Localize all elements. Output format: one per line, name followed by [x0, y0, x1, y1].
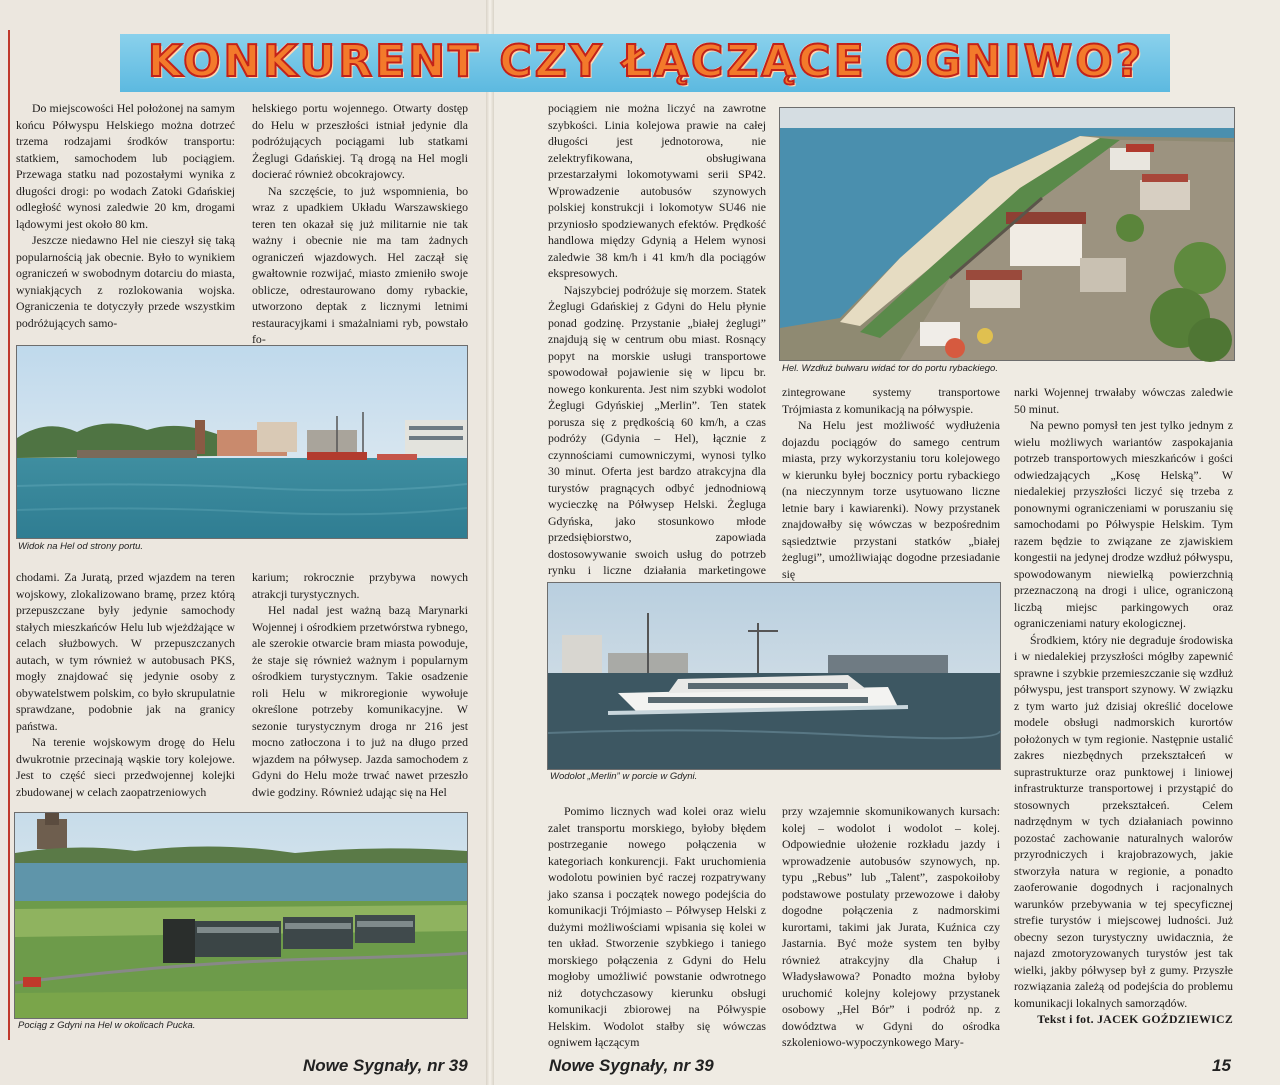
text-column-7	[1014, 384, 1233, 1044]
photo-train	[14, 812, 468, 1019]
paragraph: przy wzajemnie skomunikowanych kursach: kolej – wodolot i wodolot – kolej. Odpowiednie ułożenie rozkładu jazdy i wprowadzenie autobusów szynowych, np. typu „Rebus” lub „Talent”, zaspokoiłoby podstawowe postulaty przewozowe i dałoby dogodne połączenia z nadmorskimi kurortami, takimi jak Jurata, Kuźnica czy Jastarnia. Być może system ten byłby również atrakcyjny dla Chałup i Władysławowa? Ponadto można byłoby uruchomić kolejny kolejowy przystanek osobowy „Hel Bór” i podróż np. z dowództwa w Gdyni do ośrodka szkoleniowo-wypoczynkowego Mary-	[782, 804, 1000, 1049]
text-column-6	[782, 384, 1000, 581]
paragraph: Do miejscowości Hel położonej na samym końcu Półwyspu Helskiego można dotrzeć trzema rodzajami środków transportu: statkiem, samochodem lub pociągiem. Przewaga statku nad pozostałymi wynika z długości drogi: po wodach Zatoki Gdańskiej odległość wynosi zaledwie 20 km, drogami lądowymi jest około 80 km.	[16, 101, 235, 231]
paragraph: karium; rokrocznie przybywa nowych atrakcji turystycznych.	[252, 570, 468, 601]
paragraph: Hel nadal jest ważną bazą Marynarki Wojennej i ośrodkiem przetwórstwa rybnego, ale szerokie otwarcie bram miasta powoduje, że staje się również ważnym i popularnym ośrodkiem turystycznym. Takie osadzenie roli Helu w mikroregionie wywołuje określone potrzeby komunikacyjne. W sezonie turystycznym droga nr 216 jest mocno zatłoczona i to już na długo przed wjazdem na półwysep. Jazda samochodem z Gdyni do Helu może trwać nawet przeszło dwie godziny. Również udając się na Hel	[252, 603, 468, 799]
footer-right: Nowe Sygnały, nr 39	[549, 1056, 714, 1075]
article-headline: KONKURENT CZY ŁĄCZĄCE OGNIWO?	[147, 36, 1145, 87]
paragraph: Środkiem, który nie degraduje środowiska i w niedalekiej przyszłości mógłby zapewnić sprawne i szybkie przemieszczanie się wzdłuż półwyspu, jest transport szynowy. W związku z tym warto już dzisiaj określić docelowe modele obsługi nadmorskich kurortów położonych w tym regionie. Następnie ustalić zakres niezbędnych przekształceń w suprastrukturze oraz punktowej i liniowej infrastrukturze transportowej i przystąpić do stosownych przekształceń. Celem nadrzędnym w tych działaniach powinno pozostać zachowanie naturalnych walorów przyrodniczych i krajobrazowych, jakie stworzyła natura w regionie, a ponadto zaoferowanie dogodnych i racjonalnych warunków przebywania w tej specyficznej strefie turystów i miejscowej ludności. Już obecny sezon turystyczny uwidacznia, że najazd zmotoryzowanych turystów jest tak wielki, jakby półwysep był z gumy. Przyszłe rozwiązania zależą od podejścia do problemu komunikacji lokalnych samorządów.	[1014, 632, 1233, 1010]
text-column-1	[16, 100, 235, 340]
paragraph: Jeszcze niedawno Hel nie cieszył się taką popularnością jak obecnie. Było to wynikiem ograniczeń w swobodnym dotarciu do miasta, wyniakjących z rozlokowania wojska. Ograniczenia te dotyczyły przede wszystkim podróżujących samo-	[16, 233, 235, 330]
text-column-4	[252, 569, 468, 803]
text-column-9	[782, 803, 1000, 1047]
paragraph: helskiego portu wojennego. Otwarty dostęp do Helu w przeszłości istniał jedynie dla podróżujących pociągami lub statkami Żeglugi Gdańskiej. Tą drogą na Hel mogli docierać również obcokrajowcy.	[252, 101, 468, 181]
text-column-3	[16, 569, 235, 803]
caption-hydrofoil: Wodolot „Merlin” w porcie w Gdyni.	[550, 771, 698, 782]
photo-aerial-hel	[779, 107, 1235, 361]
text-column-2	[252, 100, 468, 346]
paragraph: Na szczęście, to już wspomnienia, bo wraz z upadkiem Układu Warszawskiego teren ten okazał się już militarnie nie tak ważny i obecnie nie ma tam żadnych ograniczeń wjazdowych. Hel zaczął się gwałtownie rozwijać, miasto zmieniło swoje oblicze, odrestaurowano domy rybackie, utworzono deptak z licznymi letnimi restauracyjkami i smażalniami ryb, powstało fo-	[252, 183, 468, 346]
paragraph: pociągiem nie można liczyć na zawrotne szybkości. Linia kolejowa prawie na całej długości jest jednotorowa, nie zelektryfikowana, obsługiwana przestarzałymi lokomotywami serii SP42. Wprowadzenie autobusów szynowych polskiej konstrukcji i lokomotyw SU46 nie przyniosło spodziewanych efektów. Prędkość handlowa między Gdynią a Helem wynosi zaledwie 38 km/h i 41 km/h dla pociągów ekspresowych.	[548, 101, 766, 280]
footer-left: Nowe Sygnały, nr 39	[303, 1056, 468, 1075]
text-column-5	[548, 100, 766, 577]
paragraph: zintegrowane systemy transportowe Trójmiasta z komunikacją na półwyspie.	[782, 385, 1000, 416]
caption-aerial-hel: Hel. Wzdłuż bulwaru widać tor do portu rybackiego.	[782, 363, 998, 374]
paragraph: chodami. Za Juratą, przed wjazdem na teren wojskowy, zlokalizowano bramę, przez którą przepuszczane były jedynie samochody stałych mieszkańców Helu lub wjeżdżające w celach służbowych. W przepuszczanych autach, w tym również w autobusach PKS, mogły znajdować się jedynie osoby z obywatelstwem polskim, co było skrupulatnie sprawdzane, podobnie jak na granicy państwa.	[16, 570, 235, 733]
page-number: 15	[1212, 1056, 1231, 1075]
page-spine	[486, 0, 494, 1085]
paragraph: Na terenie wojskowym drogę do Helu dwukrotnie przecinają wąskie tory kolejowe. Jest to część sieci przedwojennej kolejki zbudowanej w celach zaopatrzeniowych	[16, 735, 235, 799]
paragraph: Na pewno pomysł ten jest tylko jednym z wielu możliwych wariantów zaspokajania potrzeb transportowych mieszkańców i gości odwiedzających „Kosę Helską”. W niedalekiej przyszłości liczyć się trzeba z ponownymi ograniczeniami w poruszaniu się samochodami po Półwyspie Helskim. Tym razem będzie to związane ze zjawiskiem kongestii na jedynej drodze wzdłuż półwyspu, spowodowanym niewielką powierzchnią przeznaczoną na drogi i ulice, ograniczoną liczbą miejsc parkingowych oraz ograniczeniami natury ekologicznej.	[1014, 418, 1233, 630]
paragraph: narki Wojennej trwałaby wówczas zaledwie 50 minut.	[1014, 385, 1233, 416]
photo-hydrofoil-merlin	[547, 582, 1001, 770]
photo-hel-port	[16, 345, 468, 539]
caption-hel-port: Widok na Hel od strony portu.	[18, 541, 144, 552]
paragraph: Najszybciej podróżuje się morzem. Statek Żeglugi Gdańskiej z Gdyni do Helu płynie ponad godzinę. Przystanie „białej żeglugi” znajdują się w centrum obu miast. Rosnący popyt na morskie usługi transportowe spowodował pojawienie się w lipcu br. nowego konkurenta. Jest nim szybki wodolot Żeglugi Gdyńskiej „Merlin”. Ten statek porusza się z prędkością 60 km/h, a czas podróży (Gdynia – Hel), łącznie z czynnościami cumowniczymi, wynosi tylko 30 minut. Oferta jest bardzo atrakcyjna dla turystów pragnących odbyć jednodniową wycieczkę na Półwysep Helski. Żegluga Gdyńska, jako stosunkowo młode przedsiębiorstwo, zapowiada dostosowywanie swoich usług do potrzeb rynku i liczne działania marketingowe	[548, 282, 766, 577]
paragraph: Pomimo licznych wad kolei oraz wielu zalet transportu morskiego, byłoby błędem postrzeganie nowego połączenia w kategoriach konkurencji. Fakt uruchomienia wodolotu powinien być raczej rozpatrywany jako szansa i początek nowego podejścia do komunikacji Trójmiasto – Półwysep Helski z dużymi możliwościami wpisania się kolei w ten układ. Stworzenie szybkiego i taniego morskiego połączenia z Gdyni do Helu mogłoby umożliwić powstanie odwrotnego niż dotychczasowy kierunku obsługi komunikacji zbiorowej na Półwyspie Helskim. Wodolot stałby się wówczas ogniwem łączącym	[548, 804, 766, 1049]
text-column-8	[548, 803, 766, 1047]
left-margin-rule	[8, 30, 10, 1040]
author-credit: Tekst i fot. JACEK GOŹDZIEWICZ	[1037, 1012, 1233, 1026]
paragraph: Na Helu jest możliwość wydłużenia dojazdu pociągów do samego centrum miasta, przy wykorzystaniu toru kolejowego w kierunku byłej bocznicy portu rybackiego (na nieczynnym torze usytuowano liczne letnie bary i kawiarenki). Nowy przystanek znajdowałby się wówczas w bezpośrednim sąsiedztwie przystani statków „białej żeglugi”, umożliwiając dogodne przesiadanie się	[782, 418, 1000, 581]
caption-train: Pociąg z Gdyni na Hel w okolicach Pucka.	[18, 1020, 196, 1031]
